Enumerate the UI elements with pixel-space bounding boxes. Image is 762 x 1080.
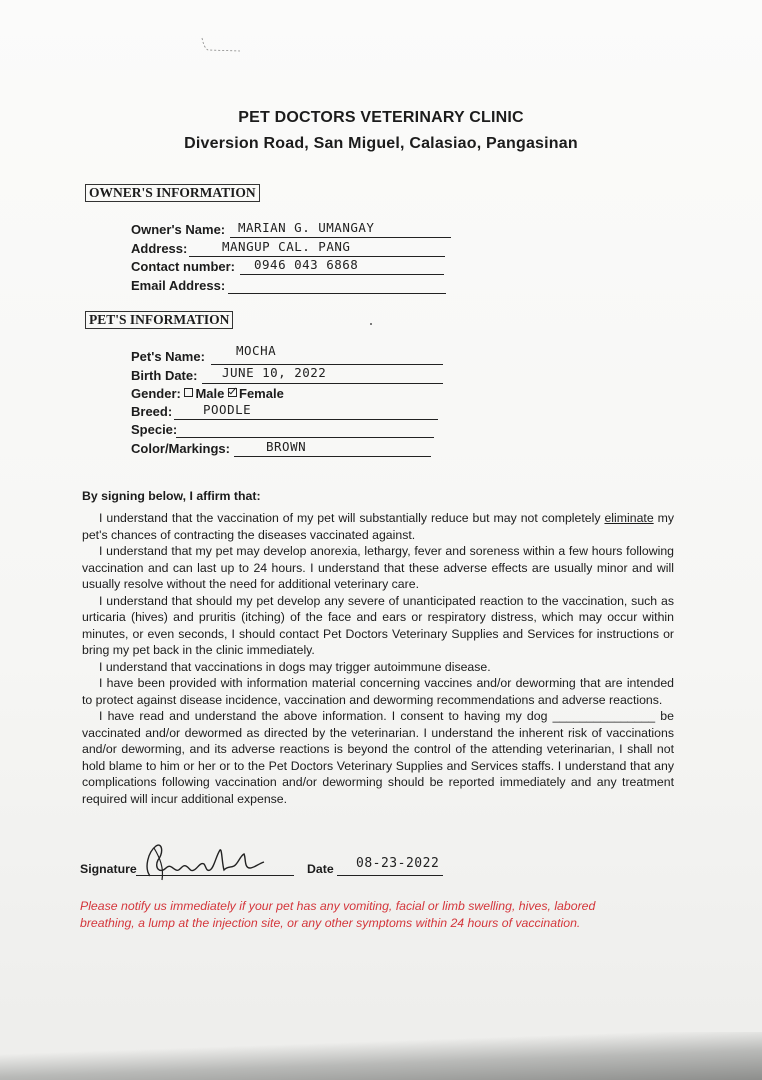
email-line <box>228 293 446 294</box>
breed-line <box>174 419 438 420</box>
email-label: Email Address: <box>131 278 226 293</box>
birth-date-value[interactable]: JUNE 10, 2022 <box>222 365 327 380</box>
address-label: Address: <box>131 241 188 256</box>
scan-edge-shadow <box>0 1032 762 1080</box>
consent-p1 <box>82 510 674 543</box>
scan-mark <box>200 36 260 56</box>
owner-section-title: OWNER'S INFORMATION <box>85 184 260 202</box>
birth-date-line <box>202 383 443 384</box>
clinic-name: PET DOCTORS VETERINARY CLINIC <box>238 109 524 126</box>
p1-text-end: my pet's chances of contracting the diseases vaccinated against. <box>82 511 675 542</box>
p6-text-end: be vaccinated and/or dewormed as directed by the veterinarian. I understand the inherent risk of vaccinations and/or deworming, and its adverse reactions is beyond the control of the attending veterinarian, I shall not hold blame to him or her or to the Pet Doctors Veterinary Supplies and Services staffs. I understand that any complications following vaccination and/or deworming should be reported immediately and any treatment required will incur additional expense. <box>82 709 674 806</box>
owner-name-label: Owner's Name: <box>131 222 226 237</box>
date-line <box>337 875 443 876</box>
consent-p2: I understand that my pet may develop anorexia, lethargy, fever and soreness within a few hours following vaccination and can last up to 24 hours. I understand that these adverse effects are usually minor and will usually resolve without the need for additional veterinary care. <box>82 544 674 591</box>
pet-name-label: Pet's Name: <box>131 349 205 364</box>
address-value[interactable]: MANGUP CAL. PANG <box>222 239 351 254</box>
consent-p4: I understand that vaccinations in dogs may trigger autoimmune disease. <box>99 659 491 674</box>
signature-label: Signature <box>80 862 137 876</box>
affirm-heading: By signing below, I affirm that: <box>82 489 261 503</box>
contact-label: Contact number: <box>131 259 235 274</box>
gender-label: Gender: <box>131 386 181 401</box>
color-label: Color/Markings: <box>131 441 230 456</box>
male-label: Male <box>195 386 225 401</box>
breed-value[interactable]: POODLE <box>203 402 252 417</box>
consent-p6 <box>82 708 674 807</box>
consent-p3: I understand that should my pet develop any severe of unanticipated reaction to the vaccination, such as urticaria (hives) and pruritis (itching) of the face and ears or respiratory distress, which may occur within minutes, or even seconds, I should contact Pet Doctors Veterinary Supplies and Services for instructions or bring my pet back in the clinic immediately. <box>82 593 674 657</box>
color-line <box>234 456 431 457</box>
pet-name-value[interactable]: MOCHA <box>236 343 277 358</box>
color-value[interactable]: BROWN <box>266 439 307 454</box>
consent-p5: I have been provided with information material concerning vaccines and/or deworming that are intended to protect against disease incidence, vaccination and deworming recommendations and adverse reactions. <box>82 676 674 707</box>
signature-drawing[interactable] <box>140 838 270 884</box>
specie-line <box>176 437 434 438</box>
pet-section-title: PET'S INFORMATION <box>85 311 233 329</box>
p6-text: I have read and understand the above information. I consent to having my dog <box>99 709 553 723</box>
gender-row <box>131 386 284 401</box>
dog-name-blank[interactable]: _______________ <box>552 709 656 723</box>
contact-value[interactable]: 0946 043 6868 <box>254 257 359 272</box>
notice-text: Please notify us immediately if your pet has any vomiting, facial or limb swelling, hives, labored breathing, a lump at the injection site, or any other symptoms within 24 hours of vaccination. <box>80 899 596 930</box>
date-value[interactable]: 08-23-2022 <box>356 856 440 871</box>
male-checkbox[interactable] <box>184 388 193 397</box>
date-label: Date <box>307 862 334 876</box>
contact-line <box>240 274 444 275</box>
breed-label: Breed: <box>131 404 173 419</box>
consent-body <box>82 510 674 807</box>
owner-name-line <box>230 237 451 238</box>
p1-underlined: eliminate <box>604 511 654 525</box>
p1-text: I understand that the vaccination of my pet will substantially reduce but may not completely <box>99 511 605 525</box>
female-checkbox[interactable] <box>228 388 237 397</box>
female-label: Female <box>239 386 284 401</box>
speck <box>370 323 372 325</box>
owner-name-value[interactable]: MARIAN G. UMANGAY <box>238 220 375 235</box>
clinic-address: Diversion Road, San Miguel, Calasiao, Pangasinan <box>184 135 578 152</box>
specie-label: Specie: <box>131 422 178 437</box>
birth-date-label: Birth Date: <box>131 368 198 383</box>
